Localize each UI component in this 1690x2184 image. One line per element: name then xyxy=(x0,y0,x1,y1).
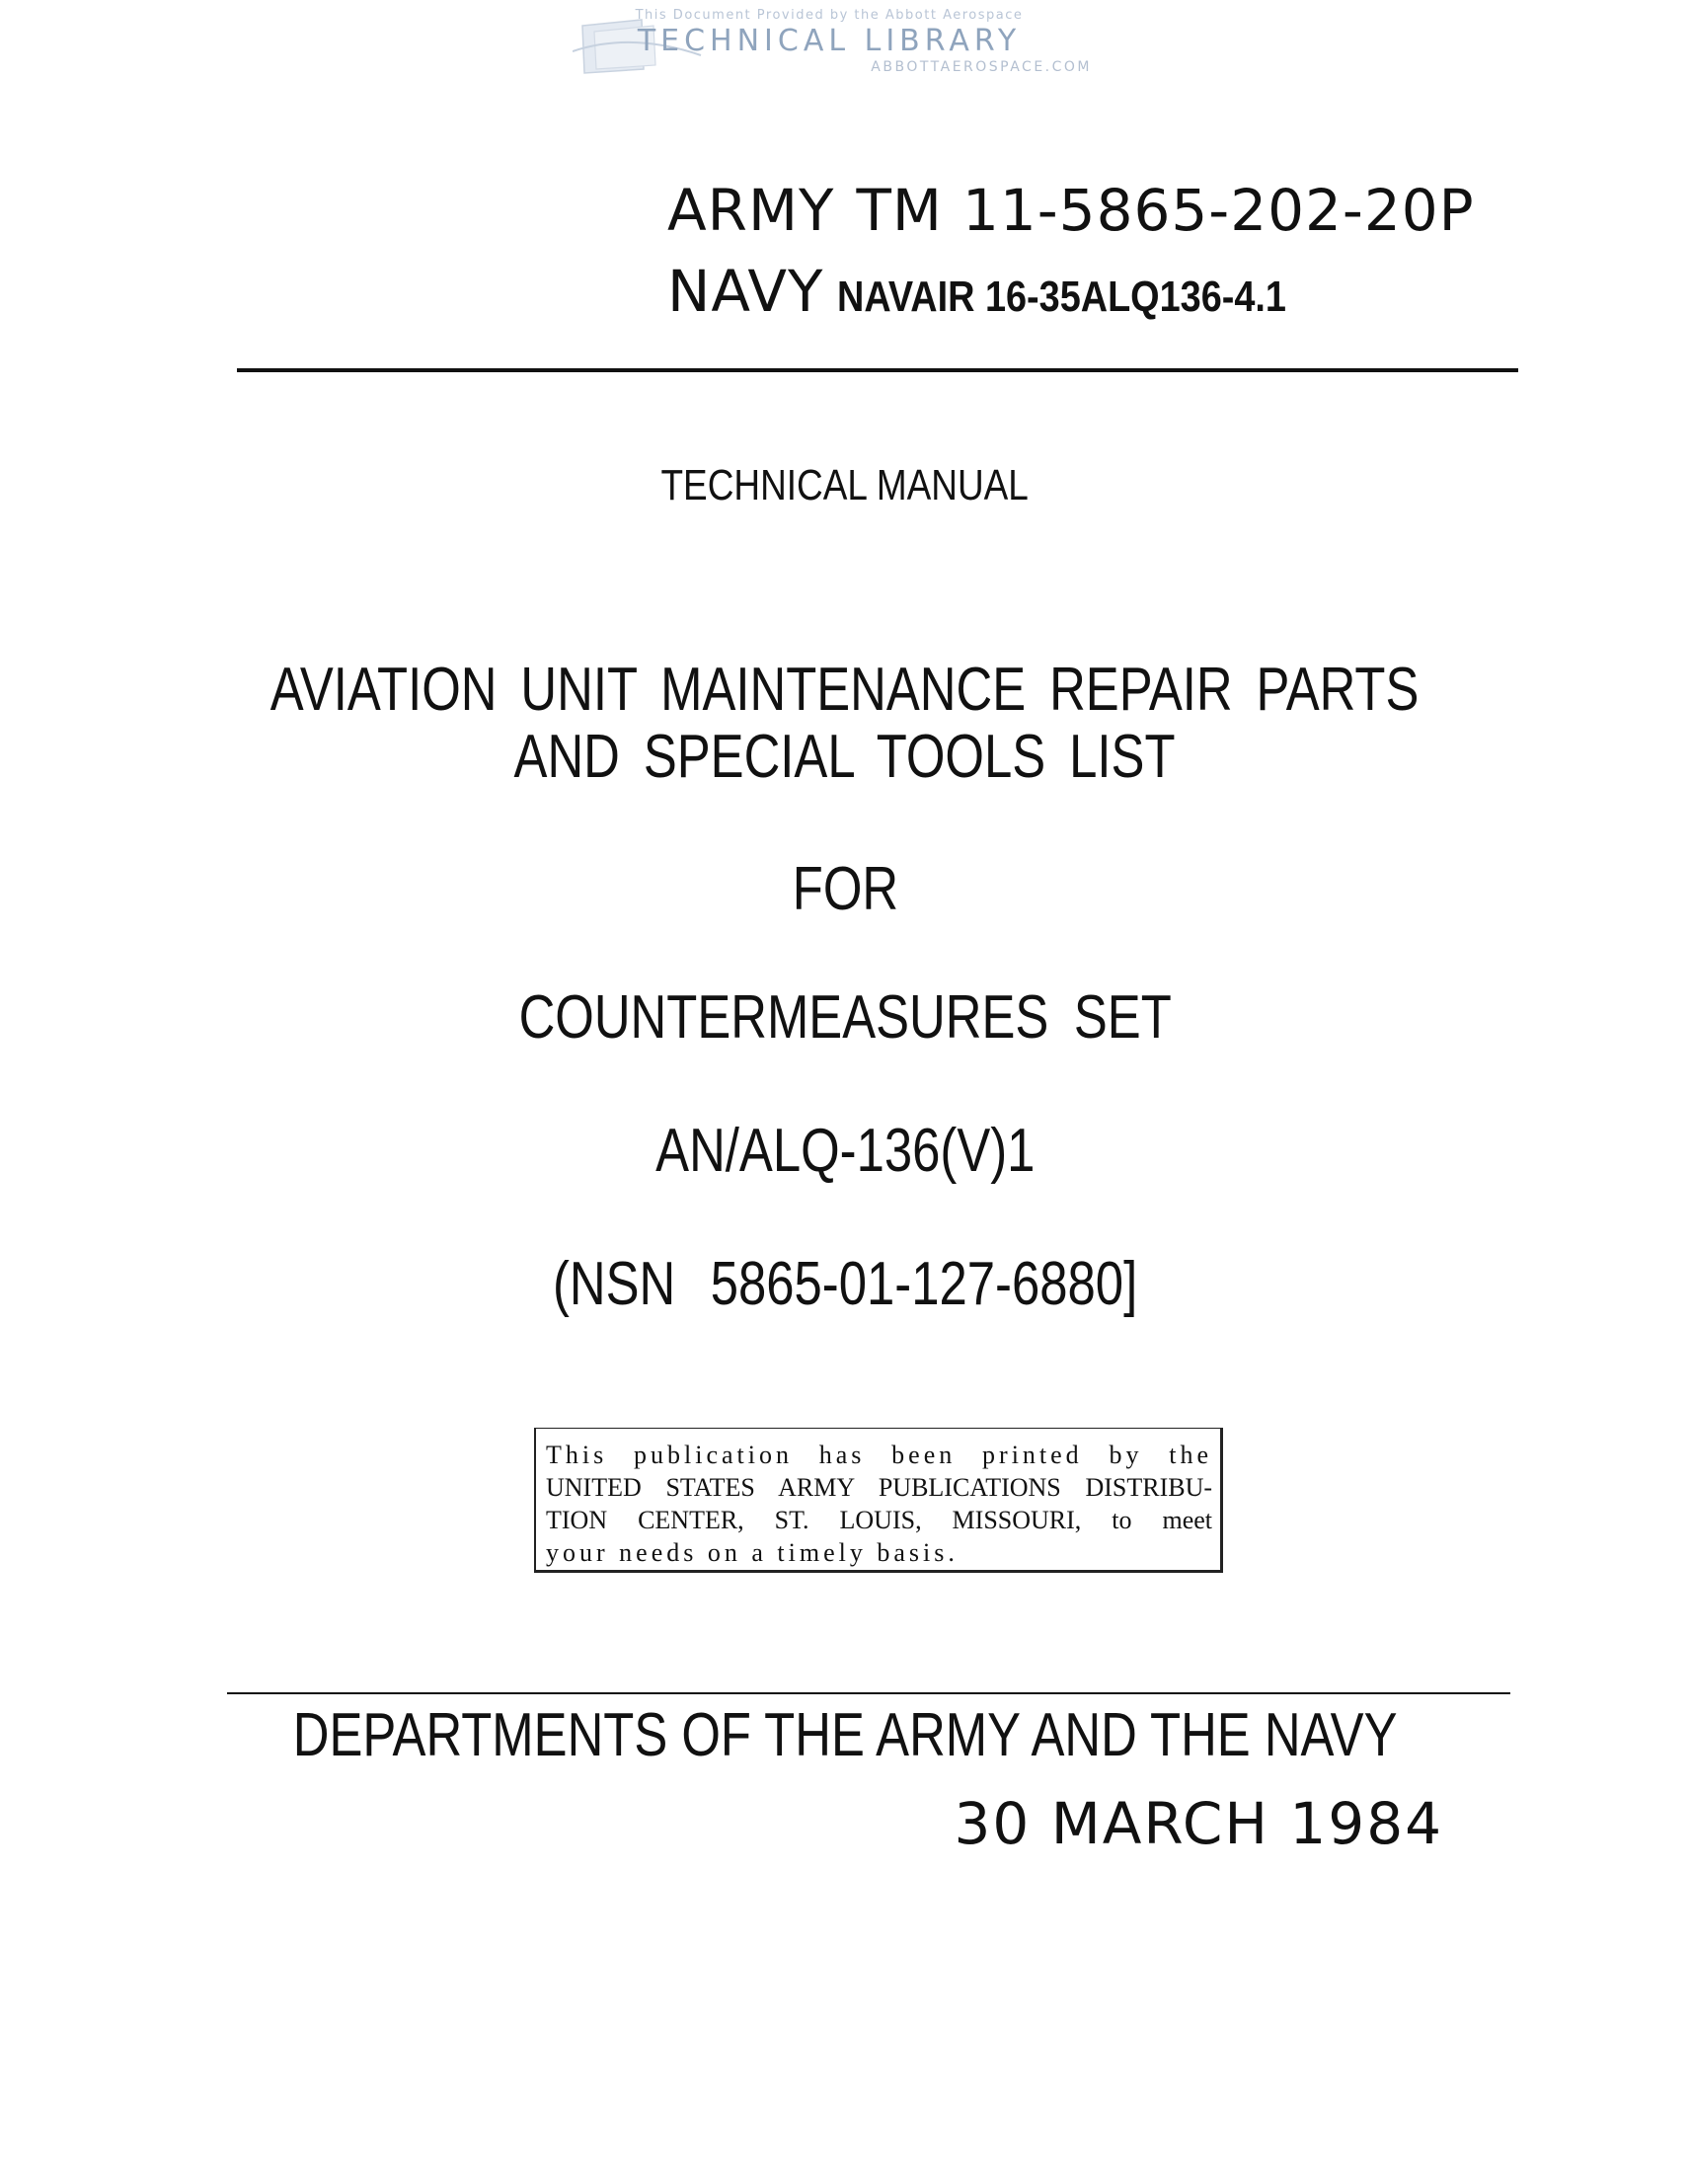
watermark-url-text: ABBOTTAEROSPACE.COM xyxy=(871,59,1092,75)
army-label: ARMY xyxy=(667,177,835,244)
notice-line-4: your needs on a timely basis. xyxy=(546,1538,959,1567)
watermark-provider-text: This Document Provided by the Abbott Aerospace xyxy=(635,8,1024,23)
departments-footer: DEPARTMENTS OF THE ARMY AND THE NAVY xyxy=(292,1701,1398,1769)
title-line-1: AVIATION UNIT MAINTENANCE REPAIR PARTS xyxy=(270,656,1420,724)
army-number: 11-5865-202-20P xyxy=(961,177,1475,244)
title-for: FOR xyxy=(792,855,898,923)
title-model: AN/ALQ-136(V)1 xyxy=(654,1117,1036,1185)
publication-notice-box xyxy=(534,1428,1223,1573)
bottom-divider xyxy=(227,1692,1510,1694)
watermark-library-text: TECHNICAL LIBRARY xyxy=(637,24,1022,58)
title-subject: COUNTERMEASURES SET xyxy=(518,983,1172,1052)
watermark-banner xyxy=(553,4,1106,79)
army-tm-label: TM xyxy=(856,177,943,244)
title-line-2: AND SPECIAL TOOLS LIST xyxy=(514,723,1176,791)
notice-line-1: This publication has been printed by the xyxy=(546,1441,1212,1469)
navy-number: NAVAIR 16-35ALQ136-4.1 xyxy=(837,273,1287,321)
top-divider xyxy=(237,368,1518,372)
navy-navair-number xyxy=(667,258,1359,325)
notice-line-2: UNITED STATES ARMY PUBLICATIONS DISTRIBU- xyxy=(546,1473,1212,1502)
publication-date: 30 MARCH 1984 xyxy=(954,1790,1443,1857)
notice-line-3: TION CENTER, ST. LOUIS, MISSOURI, to meet xyxy=(546,1506,1212,1534)
document-type: TECHNICAL MANUAL xyxy=(660,461,1030,509)
title-nsn: (NSN 5865-01-127-6880] xyxy=(552,1250,1138,1318)
army-tm-number xyxy=(667,177,1475,244)
navy-label: NAVY xyxy=(667,258,824,325)
